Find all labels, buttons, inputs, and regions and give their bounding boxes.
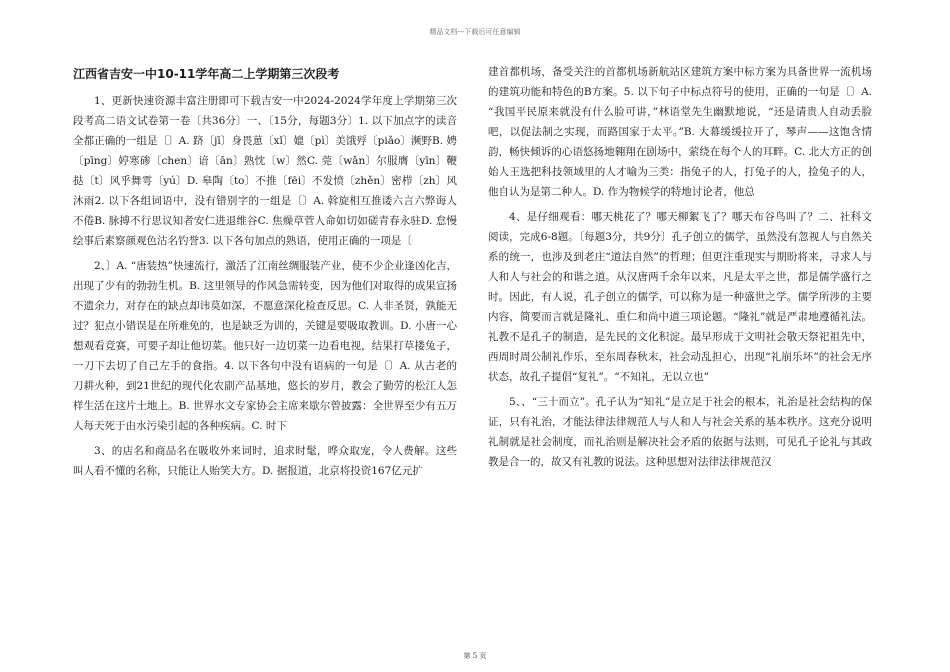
paragraph-4: 4、是仔细观看：哪天桃花了？哪天柳絮飞了？哪天布谷鸟叫了？二、社科文阅读，完成6-8题。〔每题3分，共9分〕孔子创立的儒学，虽然没有忽视人与自然关系的统一，也涉及到老庄“道法自然”的哲理；但更注重现实与期盼将来，寻求人与人和人与社会的和谐之道。从汉唐两千余年以来，凡是太平之世，都是儒学盛行之时。因此，有人说，孔子创立的儒学，可以称为是一种盛世之学。儒学所涉的主要内容，简要而言就是隆礼、重仁和尚中道三项论题。“隆礼”就是严肃地遵循礼法。礼教不是孔子的制造，是先民的文化积淀。最早形成于文明社会敬天祭祀祖先中，西周时周公制礼作乐，至东周春秋末，社会动乱担心，出现“礼崩乐坏”的社会无序状态，故孔子提倡“复礼”。“不知礼，无以立也”	[488, 211, 872, 383]
right-column	[488, 62, 872, 477]
paragraph-5: 5、、“三十而立”。孔子认为“知礼”是立足于社会的根本，礼治是社会结构的保证，只有礼治，才能法律法律规范人与人和人与社会关系的基本秩序。这充分说明礼制就是社会制度，而礼治则是解决社会矛盾的依据与法则，可见孔子论礼与其政教是合一的，故又有礼教的说法。这种思想对法律法律规范汉	[488, 396, 872, 468]
page-number: 第 5 页	[463, 652, 487, 660]
document-title: 江西省吉安一中10-11学年高二上学期第三次段考	[73, 67, 340, 81]
paragraph-3-continued: 建首都机场，备受关注的首都机场新航站区建筑方案中标方案为具备世界一流机场的建筑功能和特色的B方案。5. 以下句子中标点符号的使用，正确的一句是〔〕A. “我国平民原来就没有什么脸可讲，”林语堂先生幽默地说，“还是请贵人自动丢脸吧，以促法制之实现，而路国家于太平。”B. 大幕缓缓拉开了，琴声——这饱含情韵，畅快倾诉的心语悠扬地翱翔在剧场中，萦绕在每个人的耳畔。C. 北大方正的创始人王选把科技领域里的人才喻为三类：指兔子的人，打兔子的人，捡兔子的人，他自认为是第二种人。D. 作为物候学的特地讨论者，他总	[488, 66, 872, 198]
paragraph-2: 2、〕A. “唐装热”快速流行，激活了江南丝绸服装产业，使不少企业逢凶化吉，出现了少有的勃勃生机。B. 这里领导的作风急需转变，因为他们对取得的成果宣扬不遗余力，对存在的缺点却讳莫如深，不愿意深化检查反思。C. 人非圣贤，孰能无过？犯点小错误是在所难免的，也是缺乏为训的，关键是要吸取教训。D. 小唐一心想观看竞赛，可要子却让他切菜。他只好一边切菜一边看电视，结果打草搂兔子，一刀下去切了自己左手的食指。4. 以下各句中没有语病的一句是〔〕A. 从古老的刀耕火种，到21世纪的现代化农副产品基地，悠长的岁月，教会了勤劳的松江人怎样生活在这片土地上。B. 世界水文专家协会主席来歇尔曾披露：全世界至少有五万人每天死于由水污染引起的各种疾病。C. 时下	[73, 260, 457, 432]
left-column	[73, 62, 457, 486]
page-header: 精品文档---下载后可任意编辑	[429, 28, 521, 36]
paragraph-1: 1、更新快速资源丰富注册即可下载吉安一中2024-2024学年度上学期第三次段考高二语文试卷第一卷〔共36分〕一、〔15分，每题3分〕1. 以下加点字的读音全都正确的一组是〔〕A. 跻〔jī〕身畏葸〔xǐ〕媲〔pì〕美饿殍〔piǎo〕濒野B. 娉〔pīng〕婷寒碜〔chen〕谙〔ān〕熟忱〔w〕然C. 莞〔wǎn〕尔服膺〔yīn〕鞭挞〔t〕风乎舞雩〔yú〕D. 皋陶〔to〕不推〔fēi〕不发愤〔zhěn〕密栉〔zh〕风沐雨2. 以下各组词语中，没有错别字的一组是〔〕A. 斡旋相互推诿六言六弊诲人不倦B. 脉搏不行思议知者安仁进退维谷C. 焦燥草菅人命如切如磋青春永驻D. 怠慢绘事后素察颜观色沽名钓誉3. 以下各句加点的熟语，使用正确的一项是〔	[73, 95, 457, 247]
paragraph-3: 3、的店名和商品名在吸收外来词时，追求时髦，哗众取宠，令人费解。这些叫人看不懂的名称，只能让人贻笑大方。D. 据报道，北京将投资167亿元扩	[73, 445, 457, 477]
